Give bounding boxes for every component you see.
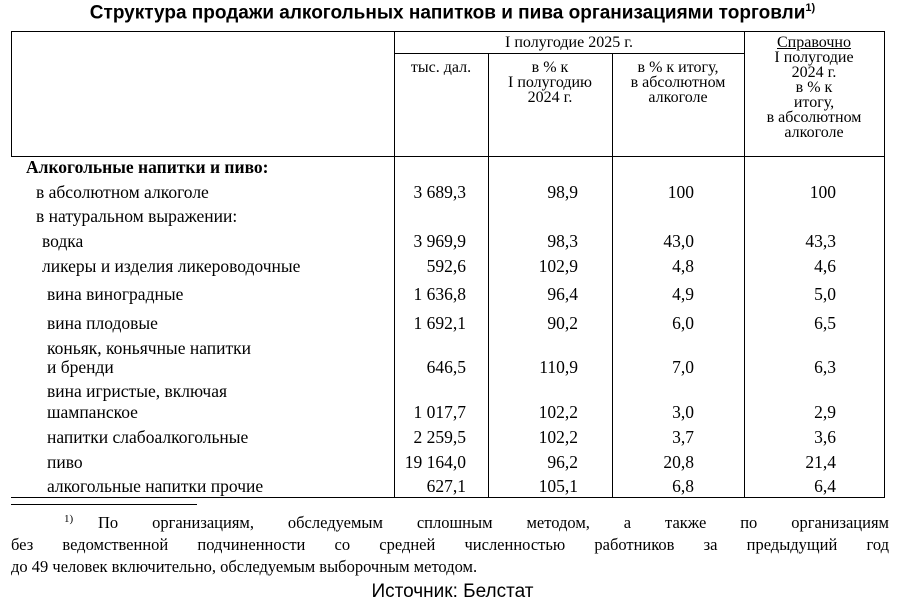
title-footnote-mark: 1) [805, 2, 816, 14]
footnote-line-3: до 49 человек включительно, обследуемым выборочным методом. [11, 557, 478, 576]
header-period: I полугодие 2025 г. [505, 34, 633, 51]
header-col-thousand-dal: тыс. дал. [410, 59, 472, 76]
header-col-reference: Справочно I полугодие 2024 г. в % к итогу, в абсолютном алкоголе [766, 34, 862, 141]
footnote-line-1: 1) По организациям, обследуемым сплошным методом, а также по организациям [64, 512, 889, 534]
source-caption: Источник: Белстат [371, 581, 534, 602]
section-title: Алкогольные напитки и пиво: [26, 157, 269, 177]
page-title: Структура продажи алкогольных напитков и пива организациями торговли$^{1)}$ [89, 2, 816, 24]
footnote-divider [11, 504, 197, 505]
footnote-line-2: без ведомственной подчиненности со средней численностью работников за предыдущий год [11, 535, 889, 554]
header-col-percent-total: в % к итогу, в абсолютном алкоголе [630, 59, 726, 106]
header-col-percent-prev: в % к I полугодию 2024 г. [507, 59, 593, 106]
footnote-mark: 1) [64, 513, 74, 525]
